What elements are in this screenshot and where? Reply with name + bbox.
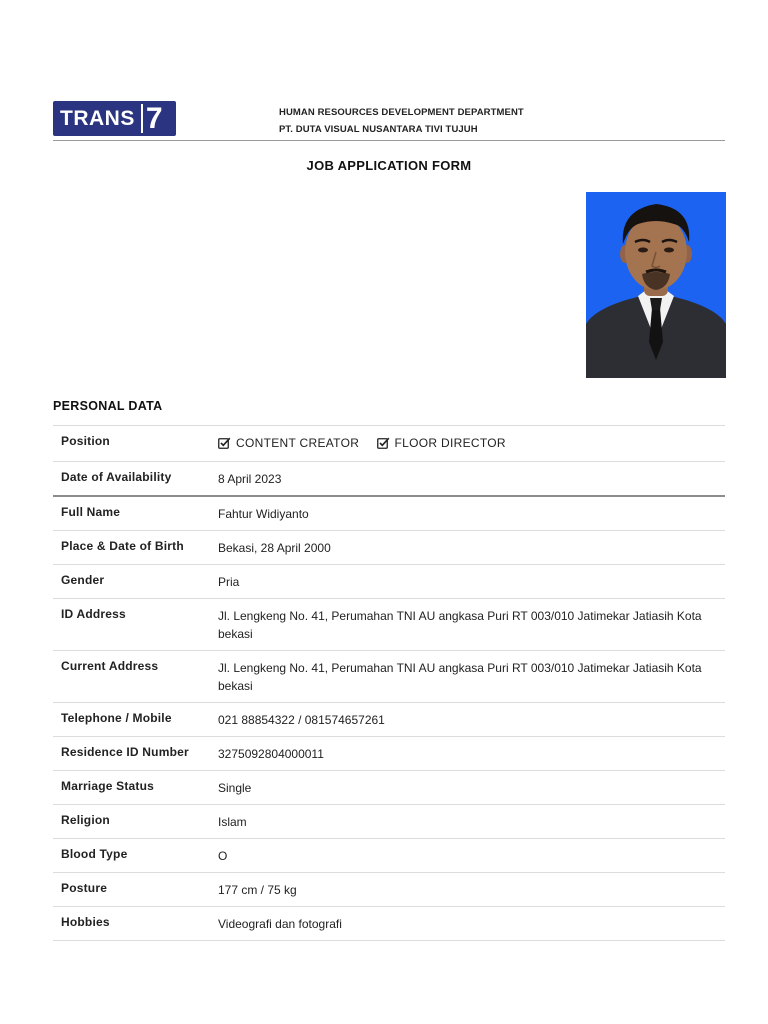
field-value: 177 cm / 75 kg — [218, 883, 297, 897]
field-value: Pria — [218, 575, 240, 589]
position-option-content-creator — [218, 434, 359, 452]
field-value: 8 April 2023 — [218, 472, 282, 486]
field-label: Religion — [61, 813, 110, 827]
table-row-gender — [53, 564, 725, 598]
applicant-photo — [586, 192, 726, 378]
applicant-portrait — [586, 192, 726, 378]
table-row-current-address — [53, 650, 725, 702]
form-title: JOB APPLICATION FORM — [306, 158, 472, 173]
field-value: Fahtur Widiyanto — [218, 507, 309, 521]
table-row-marriage-status — [53, 770, 725, 804]
field-value: 3275092804000011 — [218, 747, 324, 761]
field-label: Hobbies — [61, 915, 110, 929]
field-label: Position — [61, 434, 110, 448]
field-value: Jl. Lengkeng No. 41, Perumahan TNI AU angkasa Puri RT 003/010 Jatimekar Jatiasih Kota bekasi — [218, 661, 702, 693]
logo-divider — [141, 104, 143, 133]
company-name: PT. DUTA VISUAL NUSANTARA TIVI TUJUH — [279, 124, 478, 135]
checked-box-icon — [218, 437, 231, 449]
field-value: 021 88854322 / 081574657261 — [218, 713, 385, 727]
position-option-label: CONTENT CREATOR — [236, 436, 360, 450]
position-options — [218, 426, 725, 461]
checked-box-icon — [377, 437, 390, 449]
company-logo — [53, 101, 176, 136]
field-label: Residence ID Number — [61, 745, 189, 759]
table-row-position — [53, 425, 725, 461]
field-value: Videografi dan fotografi — [218, 917, 342, 931]
personal-data-table — [53, 425, 725, 941]
section-title-personal-data: PERSONAL DATA — [53, 399, 163, 413]
table-row-religion — [53, 804, 725, 838]
logo-text: TRANS — [60, 106, 135, 130]
field-label: Blood Type — [61, 847, 128, 861]
table-row-telephone — [53, 702, 725, 736]
field-label: Gender — [61, 573, 105, 587]
table-row-hobbies — [53, 906, 725, 941]
field-value: Single — [218, 781, 252, 795]
header-divider — [53, 140, 725, 141]
field-label: Place & Date of Birth — [61, 539, 184, 553]
table-row-availability — [53, 461, 725, 495]
field-label: Marriage Status — [61, 779, 155, 793]
department-name: HUMAN RESOURCES DEVELOPMENT DEPARTMENT — [279, 107, 524, 118]
position-option-label: FLOOR DIRECTOR — [394, 436, 506, 450]
field-label: Date of Availability — [61, 470, 172, 484]
logo-number: 7 — [145, 101, 163, 135]
table-row-birth — [53, 530, 725, 564]
table-row-residence-id — [53, 736, 725, 770]
field-label: ID Address — [61, 607, 126, 621]
field-label: Full Name — [61, 505, 121, 519]
field-label: Telephone / Mobile — [61, 711, 172, 725]
position-option-floor-director — [377, 434, 506, 452]
field-value: Islam — [218, 815, 247, 829]
table-row-full-name — [53, 495, 725, 530]
field-value: O — [218, 849, 228, 863]
table-row-id-address — [53, 598, 725, 650]
field-value: Bekasi, 28 April 2000 — [218, 541, 331, 555]
field-label: Posture — [61, 881, 108, 895]
table-row-posture — [53, 872, 725, 906]
table-row-blood-type — [53, 838, 725, 872]
department-block — [279, 104, 524, 138]
field-value: Jl. Lengkeng No. 41, Perumahan TNI AU angkasa Puri RT 003/010 Jatimekar Jatiasih Kota bekasi — [218, 609, 702, 641]
field-label: Current Address — [61, 659, 159, 673]
